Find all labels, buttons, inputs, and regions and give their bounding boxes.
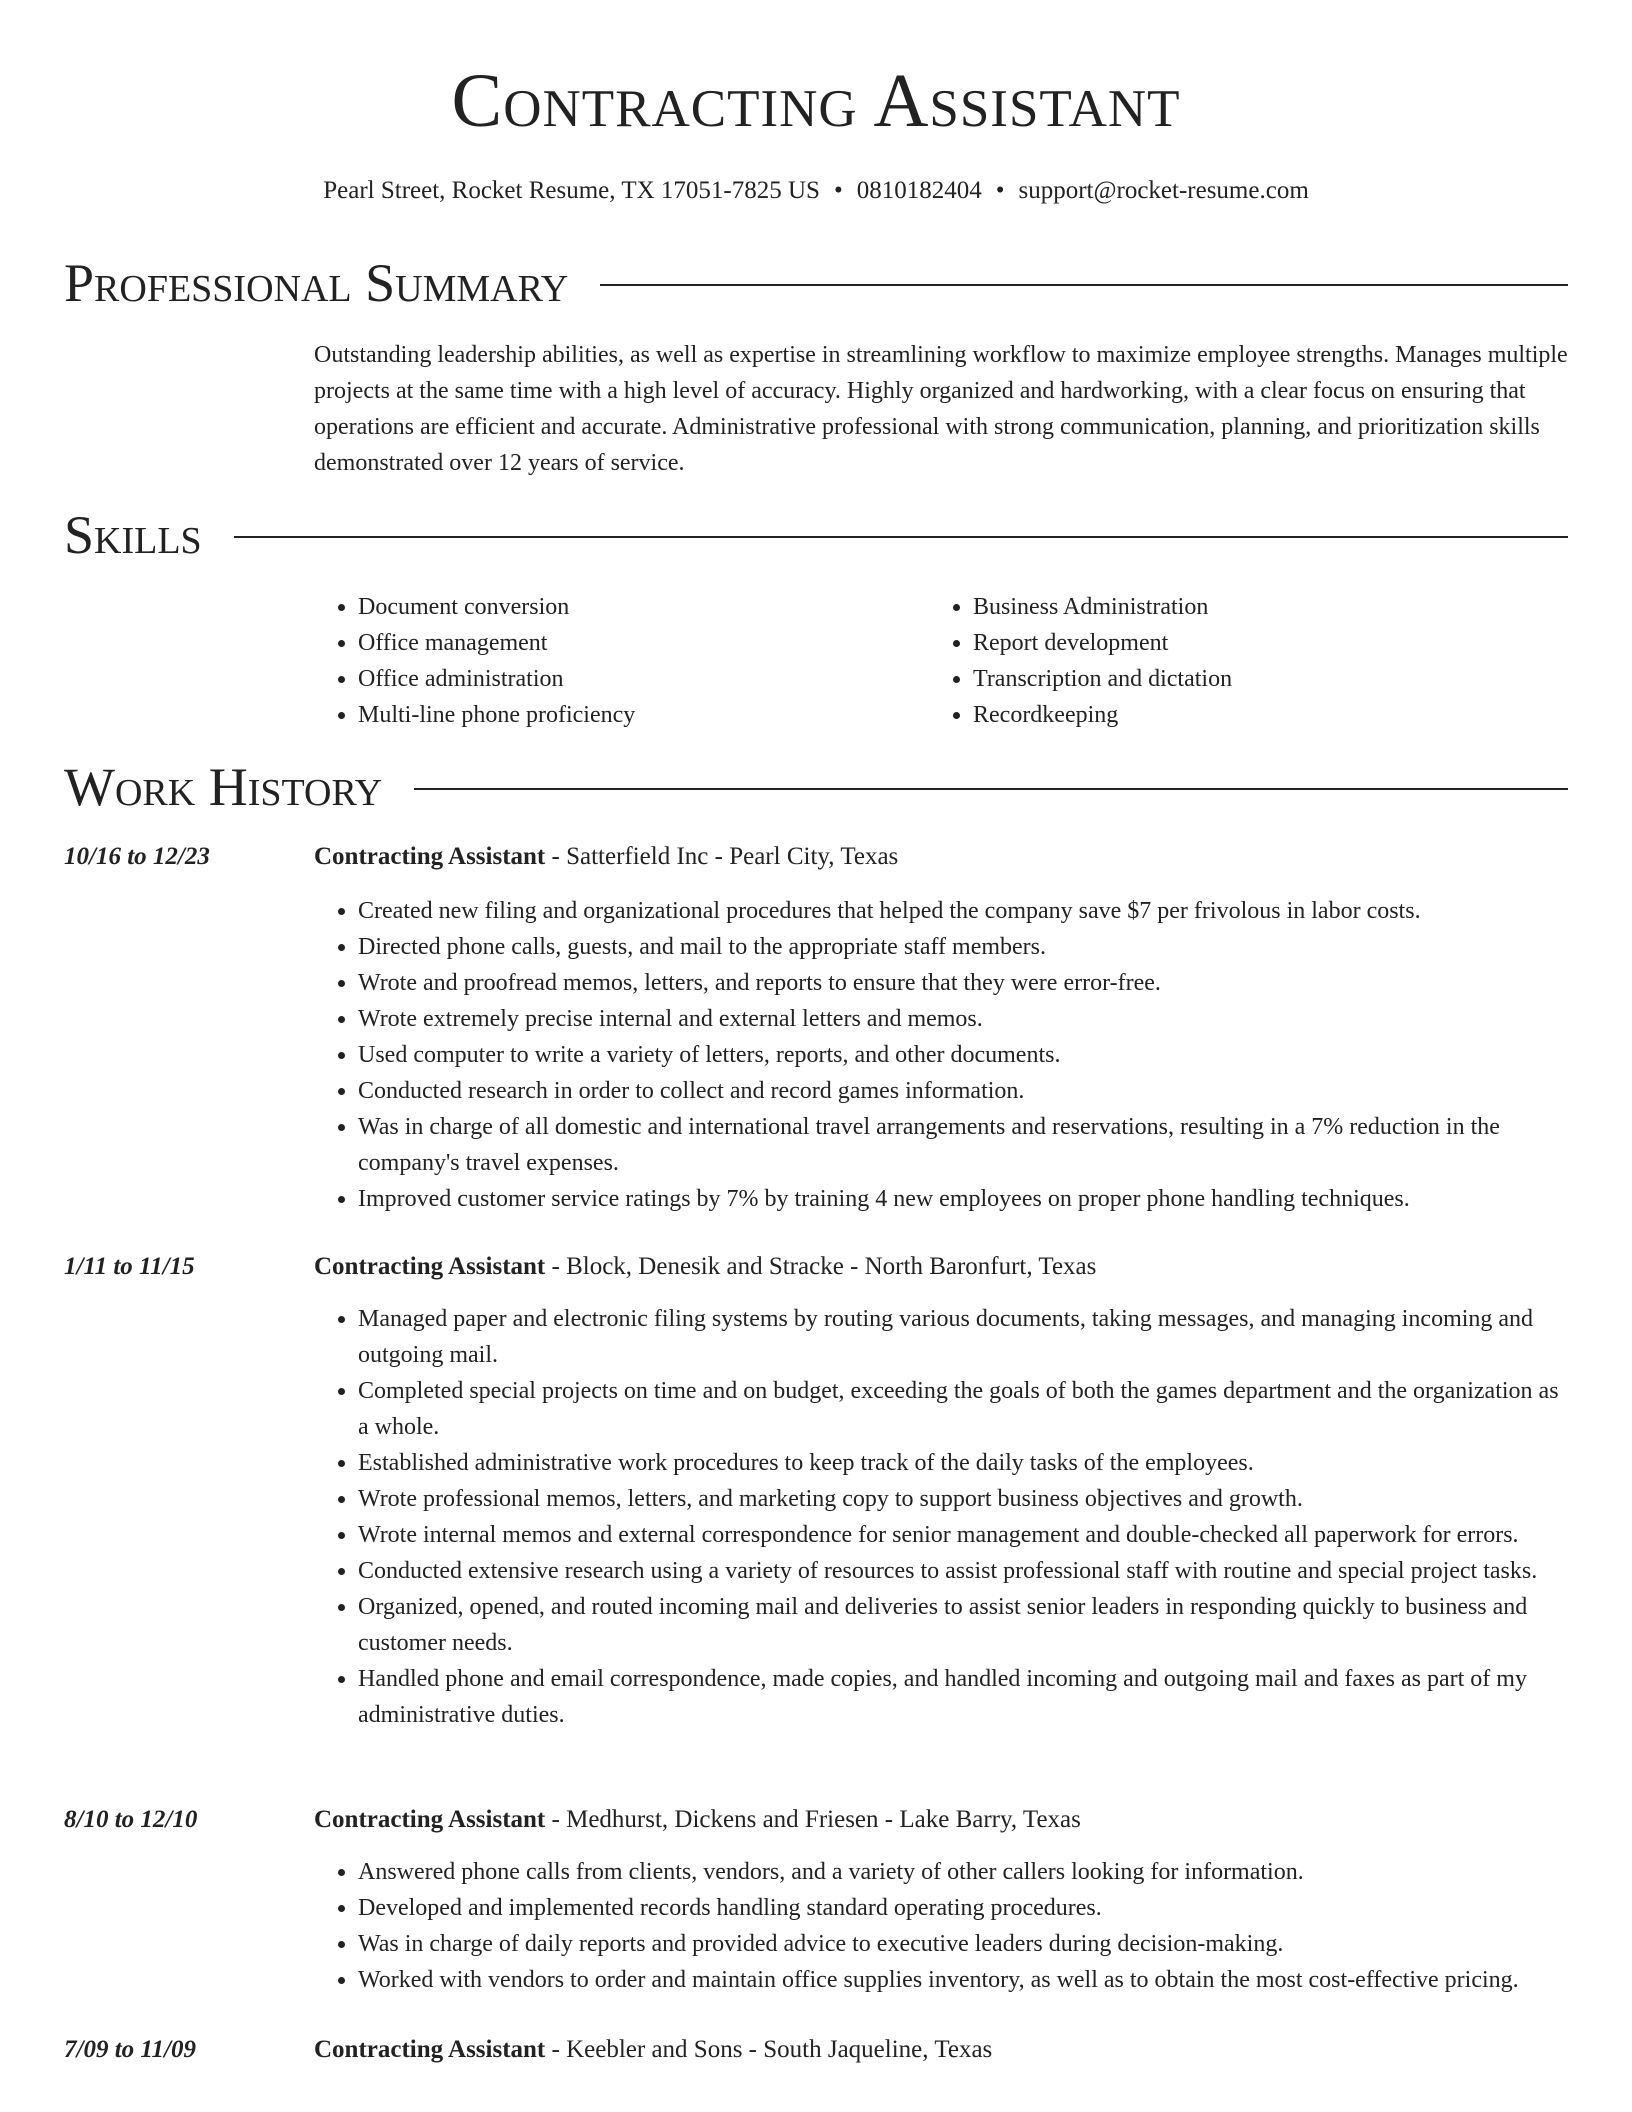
- job-bullet: • Was in charge of all domestic and international travel arrangements and reservations, resulting in a 7% reduction in the company's travel expenses.: [358, 1109, 1568, 1181]
- job-bullet: • Handled phone and email correspondence, made copies, and handled incoming and outgoing mail and faxes as part of my administrative duties.: [358, 1661, 1568, 1733]
- job-bullet: • Wrote internal memos and external correspondence for senior management and double-checked all paperwork for errors.: [358, 1517, 1568, 1553]
- job-role: Contracting Assistant: [314, 1253, 546, 1280]
- skills-list: [314, 589, 1568, 733]
- skills-column-2: [929, 589, 1544, 733]
- contact-address: Pearl Street, Rocket Resume, TX 17051-7825 US: [323, 177, 820, 204]
- skill-item: • Office administration: [358, 661, 929, 697]
- job-bullet: • Answered phone calls from clients, vendors, and a variety of other callers looking for information.: [358, 1854, 1568, 1890]
- job-title-line: [314, 839, 1568, 875]
- section-divider: [414, 788, 1568, 790]
- summary-text: Outstanding leadership abilities, as well as expertise in streamlining workflow to maximize employee strengths. Manages multiple projects at the same time with a high level of accuracy. Highly organized and hardworking, with a clear focus on ensuring that operations are efficient and accurate. Administrative professional with strong communication, planning, and prioritization skills demonstrated over 12 years of service.: [314, 342, 1568, 476]
- job-company-location: - Satterfield Inc - Pearl City, Texas: [545, 843, 899, 870]
- resume-name-title: Contracting Assistant: [451, 59, 1181, 143]
- job-role: Contracting Assistant: [314, 2036, 546, 2063]
- skill-item: • Office management: [358, 625, 929, 661]
- job-bullet: • Completed special projects on time and on budget, exceeding the goals of both the games department and the organization as a whole.: [358, 1373, 1568, 1445]
- job-company-location: - Keebler and Sons - South Jaqueline, Texas: [545, 2036, 993, 2063]
- work-heading: Work History: [64, 757, 383, 817]
- contact-phone: 0810182404: [856, 177, 982, 204]
- contact-separator: •: [833, 177, 843, 204]
- skill-item: • Transcription and dictation: [973, 661, 1544, 697]
- job-bullet: • Created new filing and organizational procedures that helped the company save $7 per frivolous in labor costs.: [358, 893, 1568, 929]
- summary-section-header: [64, 254, 1568, 313]
- job-bullet: • Established administrative work procedures to keep track of the daily tasks of the employees.: [358, 1445, 1568, 1481]
- contact-email: support@rocket-resume.com: [1018, 177, 1309, 204]
- job-bullet: • Improved customer service ratings by 7% by training 4 new employees on proper phone handling techniques.: [358, 1181, 1568, 1217]
- skill-item: • Business Administration: [973, 589, 1544, 625]
- contact-separator: •: [995, 177, 1005, 204]
- job-bullet: • Used computer to write a variety of letters, reports, and other documents.: [358, 1037, 1568, 1073]
- job-bullet: • Directed phone calls, guests, and mail to the appropriate staff members.: [358, 929, 1568, 965]
- job-bullet: • Developed and implemented records handling standard operating procedures.: [358, 1890, 1568, 1926]
- skill-item: • Multi-line phone proficiency: [358, 697, 929, 733]
- job-bullet: • Conducted extensive research using a variety of resources to assist professional staff with routine and special project tasks.: [358, 1553, 1568, 1589]
- job-bullets: [314, 1301, 1568, 1733]
- job-title-line: [314, 1249, 1568, 1285]
- work-section-header: [64, 758, 1568, 817]
- job-title-line: [314, 1802, 1568, 1838]
- job-role: Contracting Assistant: [314, 843, 546, 870]
- section-divider: [600, 284, 1568, 286]
- job-bullet: • Wrote professional memos, letters, and marketing copy to support business objectives and growth.: [358, 1481, 1568, 1517]
- job-bullet: • Was in charge of daily reports and provided advice to executive leaders during decision-making.: [358, 1926, 1568, 1962]
- job-dates: 7/09 to 11/09: [64, 2036, 196, 2063]
- job-dates: 10/16 to 12/23: [64, 843, 210, 870]
- job-bullets: [314, 1854, 1568, 1998]
- job-bullet: • Worked with vendors to order and maintain office supplies inventory, as well as to obtain the most cost-effective pricing.: [358, 1962, 1568, 1998]
- skill-item: • Document conversion: [358, 589, 929, 625]
- job-dates: 8/10 to 12/10: [64, 1806, 198, 1833]
- job-bullet: • Wrote extremely precise internal and external letters and memos.: [358, 1001, 1568, 1037]
- job-bullet: • Wrote and proofread memos, letters, and reports to ensure that they were error-free.: [358, 965, 1568, 1001]
- job-dates: 1/11 to 11/15: [64, 1253, 195, 1280]
- job-bullets: [314, 893, 1568, 1217]
- job-bullet: • Conducted research in order to collect and record games information.: [358, 1073, 1568, 1109]
- skills-section-header: [64, 506, 1568, 565]
- skills-heading: Skills: [64, 505, 202, 565]
- skills-column-1: [314, 589, 929, 733]
- job-title-line: [314, 2032, 1568, 2068]
- job-company-location: - Medhurst, Dickens and Friesen - Lake Barry, Texas: [545, 1806, 1081, 1833]
- skill-item: • Report development: [973, 625, 1544, 661]
- contact-line: [0, 173, 1632, 208]
- section-divider: [234, 536, 1568, 538]
- job-company-location: - Block, Denesik and Stracke - North Baronfurt, Texas: [545, 1253, 1097, 1280]
- job-bullet: • Managed paper and electronic filing systems by routing various documents, taking messages, and managing incoming and outgoing mail.: [358, 1301, 1568, 1373]
- job-role: Contracting Assistant: [314, 1806, 546, 1833]
- skill-item: • Recordkeeping: [973, 697, 1544, 733]
- summary-heading: Professional Summary: [64, 253, 569, 313]
- job-bullet: • Organized, opened, and routed incoming mail and deliveries to assist senior leaders in responding quickly to business and customer needs.: [358, 1589, 1568, 1661]
